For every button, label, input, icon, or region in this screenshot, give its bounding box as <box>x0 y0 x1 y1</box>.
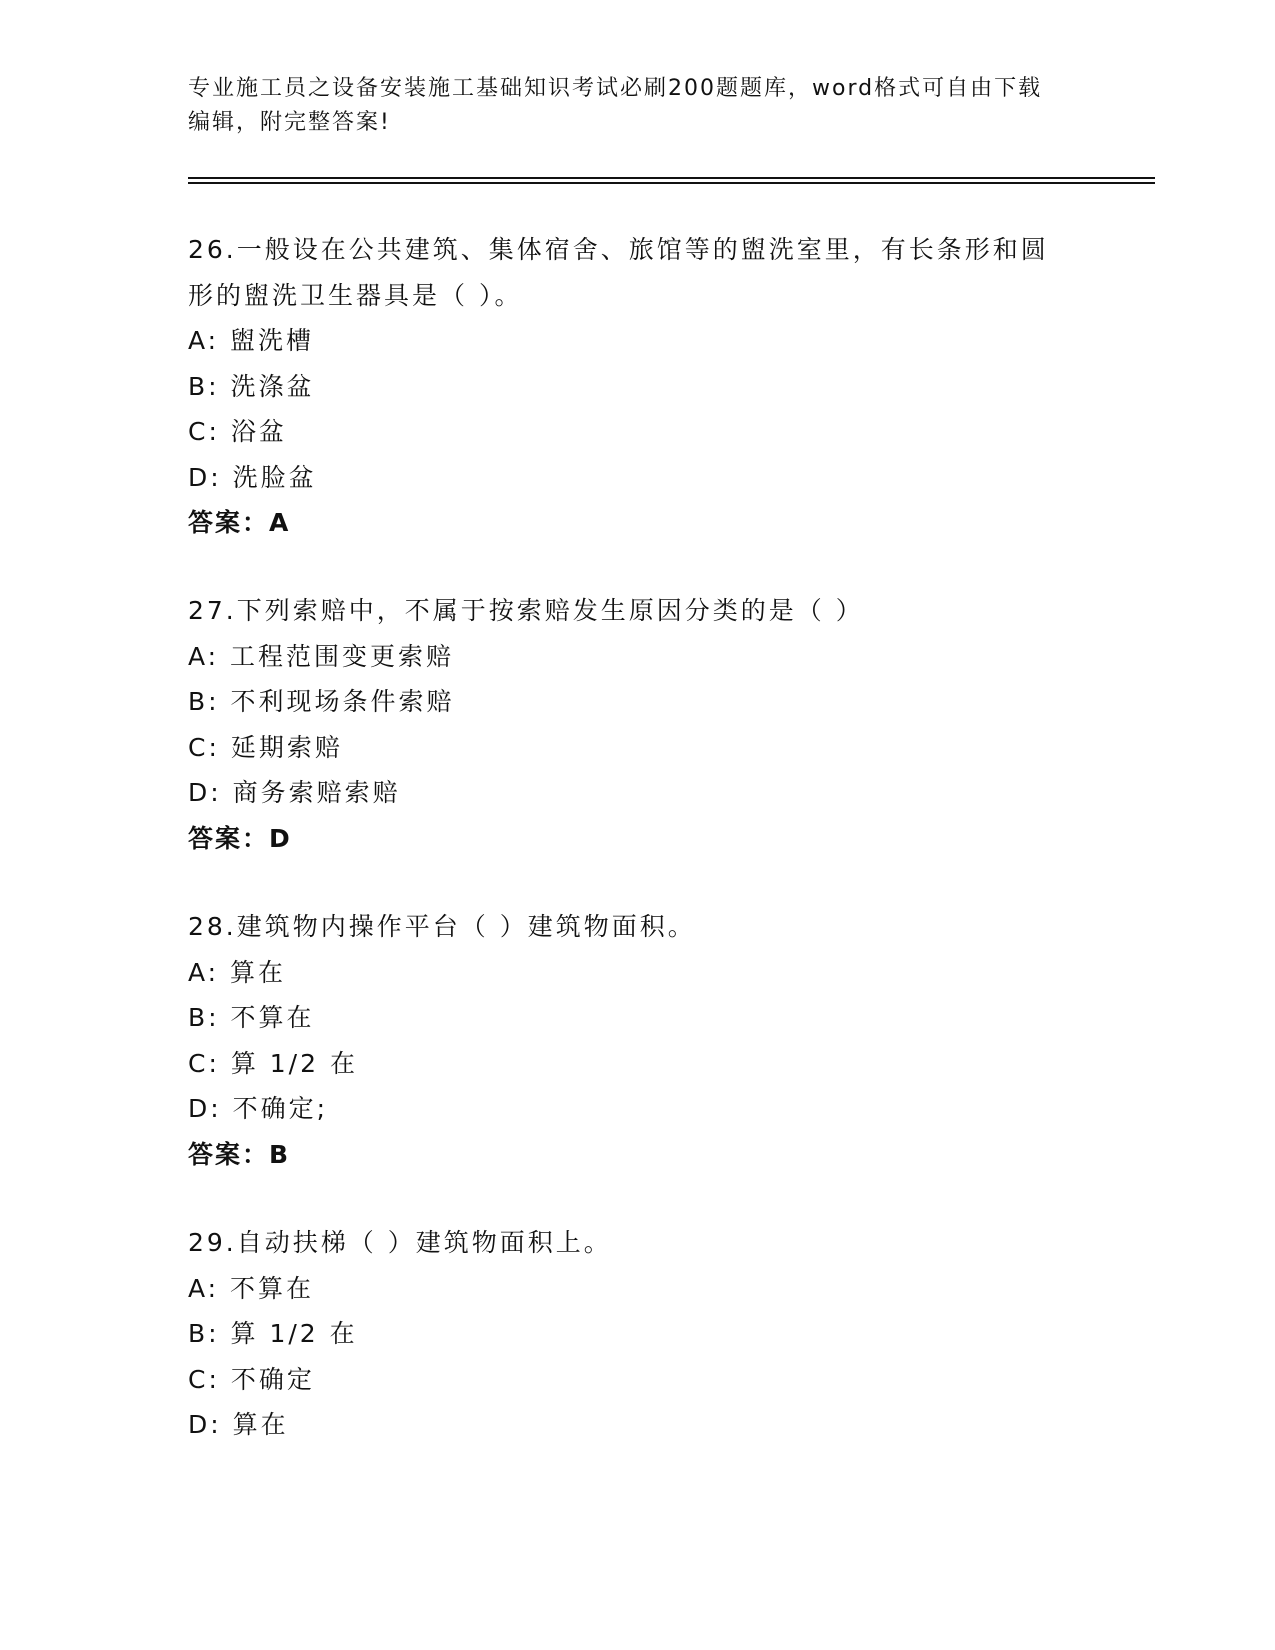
intro-line-2: 编辑，附完整答案! <box>188 110 391 135</box>
option-c: C: 浴盆 <box>188 417 287 446</box>
question-stem-line: 27.下列索赔中，不属于按索赔发生原因分类的是（ ） <box>188 596 864 625</box>
option-b: B: 算 1/2 在 <box>188 1319 358 1348</box>
question-26 <box>188 227 1088 546</box>
option-c: C: 不确定 <box>188 1364 315 1394</box>
option-a: A: 算在 <box>188 957 287 987</box>
question-stem-line: 形的盥洗卫生器具是（ ）。 <box>188 280 523 310</box>
option-d: D: 算在 <box>188 1410 289 1439</box>
option-b: B: 洗涤盆 <box>188 371 315 401</box>
option-a: A: 不算在 <box>188 1273 315 1303</box>
header-divider-bottom <box>188 182 1155 184</box>
option-c: C: 算 1/2 在 <box>188 1048 358 1078</box>
question-stem-line: 28.建筑物内操作平台（ ）建筑物面积。 <box>188 912 696 941</box>
document-intro <box>188 72 1088 140</box>
answer-label: 答案：D <box>188 823 292 853</box>
question-27 <box>188 588 1088 861</box>
option-b: B: 不利现场条件索赔 <box>188 687 455 716</box>
question-28 <box>188 904 1088 1177</box>
option-b: B: 不算在 <box>188 1003 315 1032</box>
question-stem-line: 26.一般设在公共建筑、集体宿舍、旅馆等的盥洗室里，有长条形和圆 <box>188 235 1049 264</box>
option-a: A: 工程范围变更索赔 <box>188 641 455 671</box>
option-c: C: 延期索赔 <box>188 732 343 762</box>
header-divider-top <box>188 177 1155 179</box>
answer-label: 答案：A <box>188 508 291 537</box>
question-stem-line: 29.自动扶梯（ ）建筑物面积上。 <box>188 1228 612 1257</box>
question-29 <box>188 1220 1088 1448</box>
option-d: D: 不确定; <box>188 1094 329 1123</box>
option-d: D: 商务索赔索赔 <box>188 778 401 807</box>
answer-label: 答案：B <box>188 1139 291 1169</box>
option-a: A: 盥洗槽 <box>188 326 315 355</box>
intro-line-1: 专业施工员之设备安装施工基础知识考试必刷200题题库，word格式可自由下载 <box>188 76 1043 101</box>
option-d: D: 洗脸盆 <box>188 462 317 492</box>
